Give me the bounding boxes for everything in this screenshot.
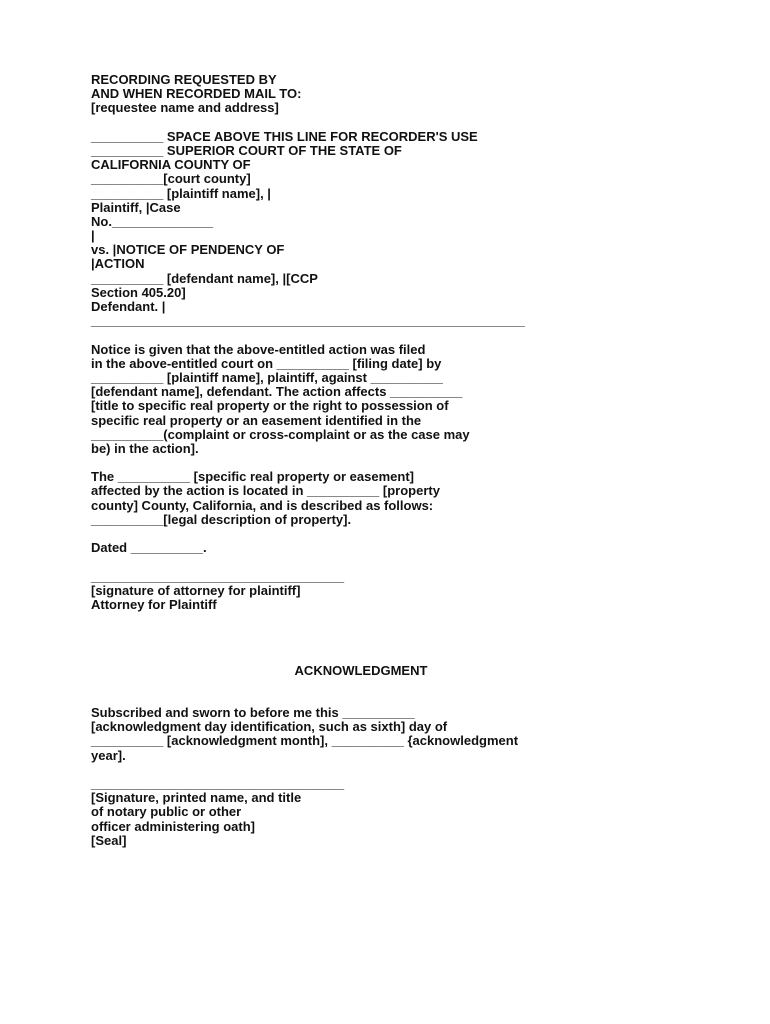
caption-line: No.______________ bbox=[91, 213, 214, 229]
header-line: RECORDING REQUESTED BY bbox=[91, 72, 277, 87]
header-line: [requestee name and address] bbox=[91, 100, 279, 116]
notice-line: [title to specific real property or the right to possession of bbox=[91, 398, 449, 414]
notice-line: be) in the action]. bbox=[91, 440, 199, 456]
notary-line: of notary public or other bbox=[91, 804, 242, 820]
caption-line: __________ SUPERIOR COURT OF THE STATE OF bbox=[91, 142, 402, 158]
caption-line: Section 405.20] bbox=[91, 284, 186, 300]
property-line: __________[legal description of property]. bbox=[91, 511, 352, 527]
spacer bbox=[91, 527, 691, 541]
acknowledgment-paragraph bbox=[91, 706, 691, 763]
signature-role: Attorney for Plaintiff bbox=[91, 596, 217, 612]
property-line: affected by the action is located in __________ [property bbox=[91, 483, 440, 499]
spacer bbox=[91, 116, 691, 130]
notice-line: __________ [plaintiff name], plaintiff, against __________ bbox=[91, 369, 443, 385]
spacer bbox=[91, 763, 691, 777]
seal-label: [Seal] bbox=[91, 832, 127, 848]
notary-signature-block bbox=[91, 777, 691, 848]
recording-header bbox=[91, 73, 691, 116]
property-line: county] County, California, and is described as follows: bbox=[91, 497, 434, 513]
notice-line: specific real property or an easement identified in the bbox=[91, 412, 422, 428]
document-body bbox=[91, 73, 691, 612]
dated-line: Dated __________. bbox=[91, 540, 207, 556]
caption-line: | bbox=[91, 228, 95, 244]
caption-line: Plaintiff, |Case bbox=[91, 199, 181, 215]
header-line: AND WHEN RECORDED MAIL TO: bbox=[91, 86, 302, 102]
caption-line: __________[court county] bbox=[91, 171, 251, 187]
caption-line: __________ [plaintiff name], | bbox=[91, 185, 271, 201]
spacer bbox=[91, 328, 691, 342]
notice-line: __________(complaint or cross-complaint or as the case may bbox=[91, 426, 470, 442]
notice-line: [defendant name], defendant. The action affects __________ bbox=[91, 384, 463, 400]
property-paragraph bbox=[91, 470, 691, 527]
acknowledgment-line: Subscribed and sworn to before me this __________ bbox=[91, 705, 415, 720]
caption-line: |ACTION bbox=[91, 256, 145, 272]
signature-line: ___________________________________ bbox=[91, 568, 345, 584]
notary-signature-line: ___________________________________ bbox=[91, 775, 345, 791]
case-caption bbox=[91, 130, 691, 329]
acknowledgment-body bbox=[91, 706, 691, 848]
acknowledgment-line: [acknowledgment day identification, such as sixth] day of bbox=[91, 719, 448, 735]
acknowledgment-line: __________ [acknowledgment month], __________ {acknowledgment bbox=[91, 733, 519, 749]
notice-line: in the above-entitled court on __________ [filing date] by bbox=[91, 355, 442, 371]
attorney-signature-block bbox=[91, 570, 691, 613]
property-line: The __________ [specific real property or easement] bbox=[91, 469, 414, 485]
caption-line: __________ [defendant name], |[CCP bbox=[91, 270, 318, 286]
caption-line: vs. |NOTICE OF PENDENCY OF bbox=[91, 242, 285, 258]
caption-line: CALIFORNIA COUNTY OF bbox=[91, 157, 251, 173]
acknowledgment-line: year]. bbox=[91, 747, 126, 763]
notice-paragraph bbox=[91, 343, 691, 457]
caption-line: Defendant. | bbox=[91, 299, 166, 314]
caption-line: __________ SPACE ABOVE THIS LINE FOR RECORDER'S USE bbox=[91, 128, 478, 144]
acknowledgment-heading: ACKNOWLEDGMENT bbox=[294, 663, 428, 678]
spacer bbox=[91, 456, 691, 470]
caption-divider: ____________________________________________________________ bbox=[91, 313, 525, 329]
signature-label: [signature of attorney for plaintiff] bbox=[91, 582, 301, 598]
spacer bbox=[91, 555, 691, 569]
notary-line: [Signature, printed name, and title bbox=[91, 790, 302, 806]
notice-line: Notice is given that the above-entitled action was filed bbox=[91, 341, 426, 357]
notary-line: officer administering oath] bbox=[91, 818, 255, 834]
